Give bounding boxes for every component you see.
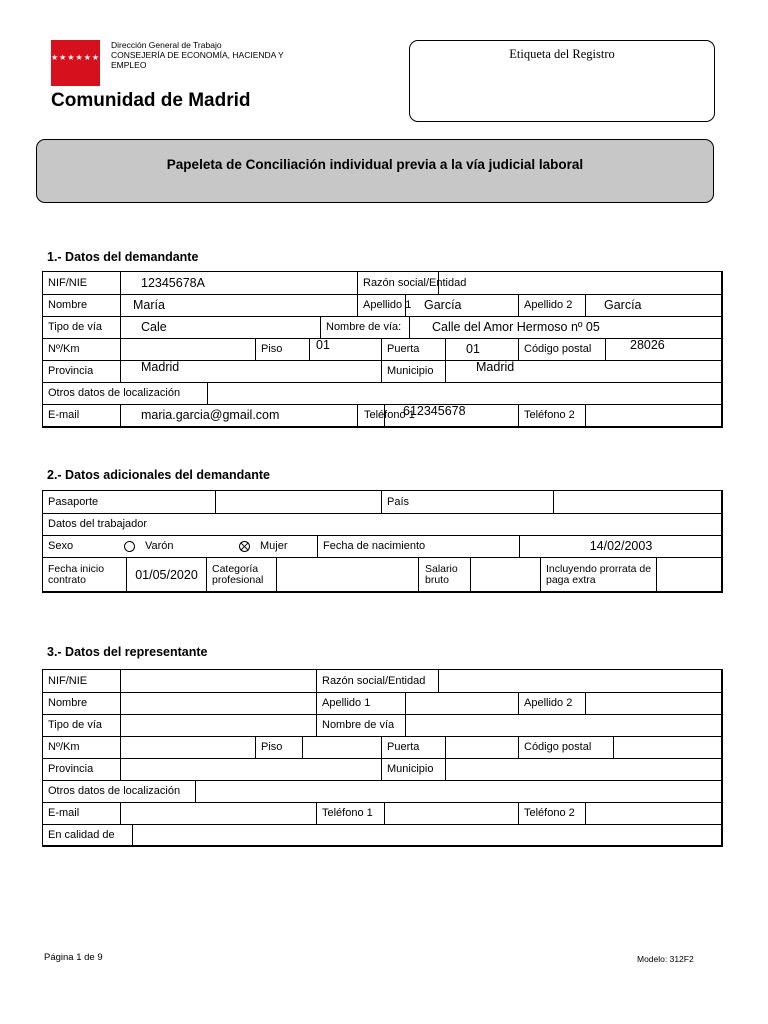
s3-tipo-via-field[interactable] bbox=[120, 714, 316, 736]
s3-numkm-field[interactable] bbox=[120, 736, 255, 758]
s1-row-contacto bbox=[43, 404, 721, 426]
s2-row-sexo bbox=[43, 535, 721, 558]
s2-varon-label: Varón bbox=[145, 540, 174, 552]
s2-pais-label: País bbox=[381, 491, 553, 513]
s2-pasaporte-label: Pasaporte bbox=[48, 496, 99, 508]
s1-tel1-label: Teléfono 1 bbox=[357, 404, 384, 426]
s1-razon-label: Razón social/Entidad bbox=[357, 272, 438, 294]
s3-piso-label: Piso bbox=[255, 736, 302, 758]
page-number: Página 1 de 9 bbox=[44, 952, 103, 963]
s1-nif-field[interactable]: 12345678A bbox=[120, 272, 357, 294]
s3-nif-label: NIF/NIE bbox=[48, 675, 88, 687]
section3-title: 3.- Datos del representante bbox=[47, 645, 208, 659]
s1-nombre-via-label: Nombre de vía: bbox=[320, 316, 409, 338]
s3-nombre-label: Nombre bbox=[48, 697, 88, 709]
s1-cp-label: Código postal bbox=[518, 338, 605, 360]
s2-sexo-label: Sexo bbox=[48, 540, 74, 552]
s2-fecha-inicio-field[interactable]: 01/05/2020 bbox=[126, 557, 206, 592]
s1-nombre-field[interactable]: María bbox=[120, 294, 357, 316]
s1-tel2-field[interactable] bbox=[585, 404, 722, 426]
section1-title: 1.- Datos del demandante bbox=[47, 250, 199, 264]
s2-varon-option[interactable] bbox=[120, 535, 239, 557]
s1-email-field[interactable]: maria.garcia@gmail.com bbox=[120, 404, 357, 426]
s1-numkm-label: Nº/Km bbox=[48, 343, 80, 355]
s3-nif-field[interactable] bbox=[120, 670, 316, 692]
s2-categoria-label: Categoría profesional bbox=[206, 557, 276, 592]
s2-pais-field[interactable] bbox=[553, 491, 722, 513]
s1-cp-field[interactable]: 28026 bbox=[605, 338, 722, 360]
s3-tel1-field[interactable] bbox=[384, 802, 518, 824]
s3-apellido2-label: Apellido 2 bbox=[518, 692, 585, 714]
s2-row-pasaporte bbox=[43, 491, 721, 514]
s2-fecha-nac-label: Fecha de nacimiento bbox=[317, 535, 519, 557]
s3-tel1-label: Teléfono 1 bbox=[316, 802, 384, 824]
s2-categoria-field[interactable] bbox=[276, 557, 418, 592]
s3-apellido1-label: Apellido 1 bbox=[316, 692, 405, 714]
mujer-radio-checked-icon[interactable] bbox=[239, 541, 250, 552]
s2-row-trabajador bbox=[43, 513, 721, 536]
madrid-logo bbox=[51, 40, 109, 86]
s1-row-via bbox=[43, 316, 721, 339]
s3-otros-label: Otros datos de localización bbox=[48, 785, 181, 797]
s3-row-numero bbox=[43, 736, 721, 759]
s3-row-provincia bbox=[43, 758, 721, 781]
s3-otros-field[interactable] bbox=[195, 780, 722, 802]
s1-piso-label: Piso bbox=[255, 338, 309, 360]
s1-row-nif bbox=[43, 272, 721, 295]
s3-cp-label: Código postal bbox=[518, 736, 613, 758]
s1-provincia-field[interactable]: Madrid bbox=[120, 360, 381, 382]
s1-nombre-via-field[interactable]: Calle del Amor Hermoso nº 05 bbox=[409, 316, 722, 338]
dept-line-1: Dirección General de Trabajo bbox=[111, 40, 222, 50]
s2-mujer-label: Mujer bbox=[260, 540, 288, 552]
s3-calidad-field[interactable] bbox=[132, 824, 722, 846]
s3-provincia-label: Provincia bbox=[48, 763, 94, 775]
s3-tel2-label: Teléfono 2 bbox=[518, 802, 585, 824]
s3-puerta-field[interactable] bbox=[445, 736, 518, 758]
s1-municipio-label: Municipio bbox=[381, 360, 445, 382]
s2-datos-trabajador-label: Datos del trabajador bbox=[48, 518, 148, 530]
s2-prorrata-label: Incluyendo prorrata de paga extra bbox=[540, 557, 656, 592]
dept-line-3: EMPLEO bbox=[111, 60, 147, 70]
s2-prorrata-field[interactable] bbox=[656, 557, 722, 592]
s3-piso-field[interactable] bbox=[302, 736, 381, 758]
s1-nif-label: NIF/NIE bbox=[48, 277, 88, 289]
s1-tel2-label: Teléfono 2 bbox=[518, 404, 585, 426]
s1-tel1-field[interactable]: 612345678 bbox=[384, 404, 518, 426]
brand-title: Comunidad de Madrid bbox=[51, 90, 251, 111]
s1-tipo-via-label: Tipo de vía bbox=[48, 321, 103, 333]
s1-razon-field[interactable] bbox=[438, 272, 722, 294]
s1-row-provincia bbox=[43, 360, 721, 383]
model-number: Modelo: 312F2 bbox=[637, 954, 694, 964]
varon-radio-icon[interactable] bbox=[124, 541, 135, 552]
department-name bbox=[111, 40, 311, 70]
registry-label-box bbox=[409, 40, 715, 122]
s1-puerta-label: Puerta bbox=[381, 338, 445, 360]
s3-puerta-label: Puerta bbox=[381, 736, 445, 758]
logo-stars-icon: ★★★★★★★ bbox=[51, 53, 109, 62]
s3-row-calidad bbox=[43, 824, 721, 846]
s1-numkm-field[interactable] bbox=[120, 338, 255, 360]
s3-calidad-label: En calidad de bbox=[48, 829, 115, 841]
s2-salario-label: Salario bruto bbox=[418, 557, 470, 592]
s1-apellido2-field[interactable]: García bbox=[585, 294, 722, 316]
s3-cp-field[interactable] bbox=[613, 736, 722, 758]
s3-nombre-via-field[interactable] bbox=[405, 714, 722, 736]
form-title: Papeleta de Conciliación individual previa a la vía judicial laboral bbox=[36, 139, 714, 203]
s1-apellido1-label: Apellido 1 bbox=[357, 294, 405, 316]
s3-row-nif bbox=[43, 670, 721, 693]
s1-puerta-field[interactable]: 01 bbox=[445, 338, 518, 360]
s2-fecha-inicio-label: Fecha inicio contrato bbox=[48, 562, 105, 586]
s3-row-via bbox=[43, 714, 721, 737]
registry-label: Etiqueta del Registro bbox=[509, 47, 615, 61]
s1-municipio-field[interactable]: Madrid bbox=[445, 360, 722, 382]
s1-nombre-label: Nombre bbox=[48, 299, 88, 311]
s1-provincia-label: Provincia bbox=[48, 365, 94, 377]
dept-line-2: CONSEJERÍA DE ECONOMÍA, HACIENDA Y bbox=[111, 50, 284, 60]
section2-table bbox=[42, 490, 723, 593]
s3-razon-label: Razón social/Entidad bbox=[316, 670, 438, 692]
s3-email-field[interactable] bbox=[120, 802, 316, 824]
section2-title: 2.- Datos adicionales del demandante bbox=[47, 468, 270, 482]
s3-apellido2-field[interactable] bbox=[585, 692, 722, 714]
s1-tipo-via-field[interactable]: Cale bbox=[120, 316, 320, 338]
s1-apellido2-label: Apellido 2 bbox=[518, 294, 585, 316]
s1-row-otros bbox=[43, 382, 721, 405]
s3-nombre-via-label: Nombre de vía bbox=[316, 714, 405, 736]
s1-otros-label: Otros datos de localización bbox=[48, 387, 181, 399]
s1-otros-field[interactable] bbox=[207, 382, 722, 404]
s1-email-label: E-mail bbox=[48, 409, 80, 421]
s3-numkm-label: Nº/Km bbox=[48, 741, 80, 753]
s3-row-otros bbox=[43, 780, 721, 803]
section3-table bbox=[42, 669, 723, 847]
s3-nombre-field[interactable] bbox=[120, 692, 316, 714]
s3-apellido1-field[interactable] bbox=[405, 692, 518, 714]
s3-row-contacto bbox=[43, 802, 721, 825]
s2-salario-field[interactable] bbox=[470, 557, 540, 592]
s3-tel2-field[interactable] bbox=[585, 802, 722, 824]
s3-razon-field[interactable] bbox=[438, 670, 722, 692]
s2-mujer-option[interactable] bbox=[239, 535, 317, 557]
s3-email-label: E-mail bbox=[48, 807, 80, 819]
s2-row-contrato bbox=[43, 557, 721, 592]
s3-row-nombre bbox=[43, 692, 721, 715]
s1-piso-field[interactable]: 01 bbox=[309, 338, 381, 360]
s3-municipio-label: Municipio bbox=[381, 758, 445, 780]
s2-pasaporte-field[interactable] bbox=[215, 491, 381, 513]
s3-provincia-field[interactable] bbox=[120, 758, 381, 780]
s1-row-numero bbox=[43, 338, 721, 361]
s3-tipo-via-label: Tipo de vía bbox=[48, 719, 103, 731]
s3-municipio-field[interactable] bbox=[445, 758, 722, 780]
s2-fecha-nac-field[interactable]: 14/02/2003 bbox=[519, 535, 722, 557]
section1-table bbox=[42, 271, 723, 428]
s1-row-nombre bbox=[43, 294, 721, 317]
s1-apellido1-field[interactable]: García bbox=[405, 294, 518, 316]
